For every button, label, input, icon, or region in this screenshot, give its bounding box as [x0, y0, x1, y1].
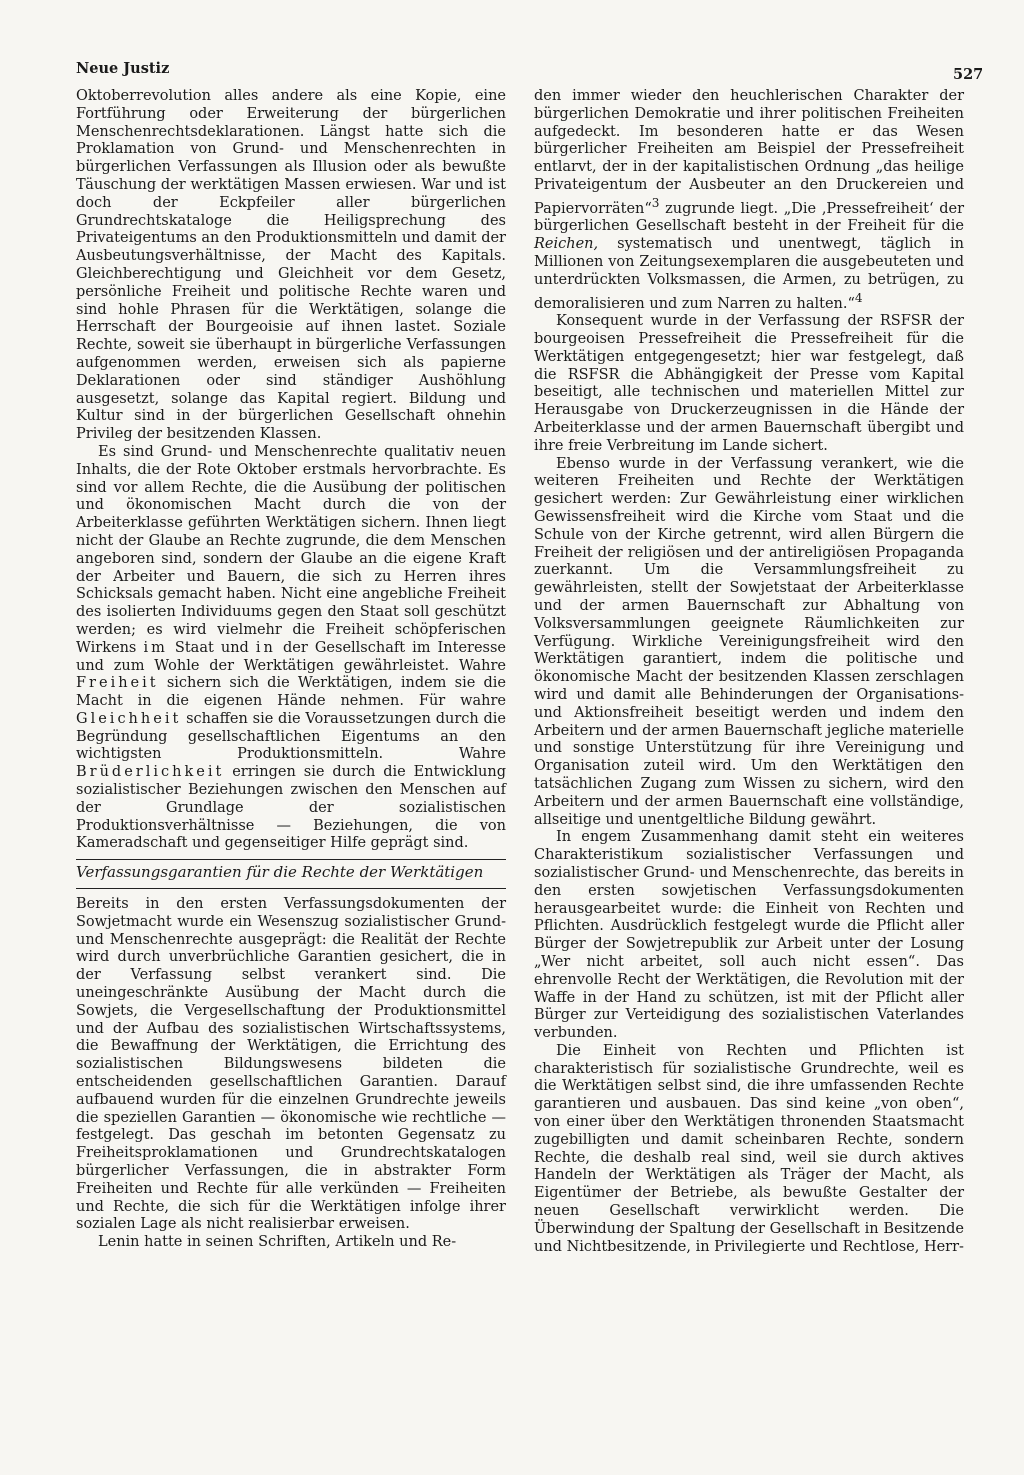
paragraph: Oktoberrevolution alles andere als eine Kopie, eine Fortführung oder Erweiterung der bürgerlichen Menschenrechtsdeklarationen. Längst hatte sich die Proklamation von Grund- und Menschenrechten in bürgerlichen Verfassungen als Illusion oder als bewußte Täuschung der werktätigen Massen erwiesen. War und ist doch der Eckpfeiler aller bürgerlichen Grundrechtskataloge die Heiligsprechung des Privateigentums an den Produktionsmitteln und damit der Ausbeutungsverhältnisse, der Macht des Kapitals. Gleichberechtigung und Gleichheit vor dem Gesetz, persönliche Freiheit und politische Rechte waren und sind hohle Phrasen für die Werktätigen, solange die Herrschaft der Bourgeoisie auf ihnen lastet. Soziale Rechte, soweit sie überhaupt in bürgerliche Verfassungen aufgenommen werden, erweisen sich als papierne Deklarationen oder sind ständiger Aushöhlung ausgesetzt, solange das Kapital regiert. Bildung und Kultur sind in der bürgerlichen Gesellschaft ohnehin Privileg der besitzenden Klassen.	[76, 88, 506, 443]
text-run: erringen sie durch die Entwicklung sozialistischer Beziehungen zwischen den Menschen auf der Grundlage der sozialistischen Produktionsverhältnisse — Beziehungen, die von Kameradschaft und gegenseitiger Hilfe geprägt sind.	[76, 764, 506, 852]
footnote-ref: 4	[854, 290, 863, 305]
text-run: systematisch und unentwegt, täglich in Millionen von Zeitungsexemplaren die ausgebeuteten und unterdrückten Volksmassen, die Armen, zu betrügen, zu demoralisieren und zum Narren zu halten.“	[534, 236, 964, 312]
paragraph: Bereits in den ersten Verfassungsdokumenten der Sowjetmacht wurde ein Wesenszug sozialistischer Grund- und Menschenrechte ausgeprägt: die Realität der Rechte wird durch unverbrüchliche Garantien gesichert, die in der Verfassung selbst verankert sind. Die uneingeschränkte Ausübung der Macht durch die Sowjets, die Vergesellschaftung der Produktionsmittel und der Aufbau des sozialistischen Wirtschaftssystems, die Bewaffnung der Werktätigen, die Errichtung des sozialistischen Bildungswesens bildeten die entscheidenden gesellschaftlichen Garantien. Darauf aufbauend wurden für die einzelnen Grundrechte jeweils die speziellen Garantien — ökonomische wie rechtliche — festgelegt. Das geschah im betonten Gegensatz zu Freiheitsproklamationen und Grundrechtskatalogen bürgerlicher Verfassungen, die in abstrakter Form Freiheiten und Rechte für alle verkünden — Freiheiten und Rechte, die sich für die Werktätigen infolge ihrer sozialen Lage als nicht realisierbar erweisen.	[76, 896, 506, 1233]
text-run: sichern sich die Werktätigen, indem sie die Macht in die eigenen Hände nehmen. Für wahre	[76, 675, 507, 710]
text-run: der Gesellschaft im Interesse und zum Wohle der Werktätigen gewährleistet. Wahre	[76, 639, 507, 674]
spaced-emphasis: Brüderlichkeit	[76, 764, 225, 781]
section-heading: Verfassungsgarantien für die Rechte der Werktätigen	[76, 863, 484, 882]
text-run: zugrunde liegt. „Die ‚Pressefreiheit‘ der bürgerlichen Gesellschaft besteht in der Freiheit für die	[534, 200, 965, 235]
section-rule-bottom	[76, 888, 506, 889]
section-rule-top	[76, 859, 506, 860]
right-column	[534, 88, 964, 1256]
running-head: Neue Justiz	[76, 60, 170, 77]
paragraph: Konsequent wurde in der Verfassung der RSFSR der bourgeoisen Pressefreiheit die Pressefreiheit für die Werktätigen entgegengesetzt; hier war festgelegt, daß die RSFSR die Abhängigkeit der Presse vom Kapital beseitigt, alle technischen und materiellen Mittel zur Herausgabe von Druckerzeugnissen in die Hände der Arbeiterklasse und der armen Bauernschaft übergibt und ihre freie Verbreitung im Lande sichert.	[534, 313, 964, 454]
spaced-emphasis: im	[143, 639, 168, 656]
italic-emphasis: Reichen,	[534, 236, 599, 253]
paragraph	[534, 88, 964, 313]
text-run: Es sind Grund- und Menschenrechte qualitativ neuen Inhalts, die der Rote Oktober erstmals hervorbrachte. Es sind vor allem Rechte, die die Ausübung der politischen und ökonomischen Macht durch die von der Arbeiterklasse geführten Werktätigen sichern. Ihnen liegt nicht der Glaube an Rechte zugrunde, die dem Menschen angeboren sind, sondern der Glaube an die eigene Kraft der Arbeiter und Bauern, die sich zu Herren ihres Schicksals gemacht haben. Nicht eine angebliche Freiheit des isolierten Individuums gegen den Staat soll geschützt werden; es wird vielmehr die Freiheit schöpferischen Wirkens	[76, 443, 506, 656]
spaced-emphasis: Freiheit	[76, 675, 159, 692]
paragraph: Die Einheit von Rechten und Pflichten ist charakteristisch für sozialistische Grundrechte, weil es die Werktätigen selbst sind, die ihre umfassenden Rechte garantieren und ausbauen. Das sind keine „von oben“, von einer über den Werktätigen thronenden Staatsmacht zugebilligten und damit scheinbaren Rechte, sondern Rechte, die deshalb real sind, weil sie durch aktives Handeln der Werktätigen als Träger der Macht, als Eigentümer der Betriebe, als bewußte Gestalter der neuen Gesellschaft verwirklicht werden. Die Überwindung der Spaltung der Gesellschaft in Besitzende und Nichtbesitzende, in Privilegierte und Rechtlose, Herr-	[534, 1042, 964, 1255]
paragraph: In engem Zusammenhang damit steht ein weiteres Charakteristikum sozialistischer Verfassungen und sozialistischer Grund- und Menschenrechte, das bereits in den ersten sowjetischen Verfassungsdokumenten herausgearbeitet wurde: die Einheit von Rechten und Pflichten. Ausdrücklich festgelegt wurde die Pflicht aller Bürger der Sowjetrepublik zur Arbeit unter der Losung „Wer nicht arbeitet, soll auch nicht essen“. Das ehrenvolle Recht der Werktätigen, die Revolution mit der Waffe in der Hand zu schützen, ist mit der Pflicht aller Bürger zur Verteidigung des sozialistischen Vaterlandes verbunden.	[534, 829, 964, 1042]
page-number: 527	[953, 66, 984, 83]
spaced-emphasis: in	[255, 639, 276, 656]
text-run: Staat und	[174, 639, 249, 656]
paragraph: Lenin hatte in seinen Schriften, Artikeln und Re-	[98, 1234, 457, 1251]
left-column	[76, 88, 506, 1252]
text-run: den immer wieder den heuchlerischen Charakter der bürgerlichen Demokratie und ihrer politischen Freiheiten aufgedeckt. Im besonderen hatte er das Wesen bürgerlicher Freiheiten am Beispiel der Pressefreiheit entlarvt, der in der kapitalistischen Ordnung „das heilige Privateigentum der Ausbeuter an den Druckereien und Papiervorräten“	[534, 88, 964, 217]
paragraph	[76, 444, 506, 853]
paragraph: Ebenso wurde in der Verfassung verankert, wie die weiteren Freiheiten und Rechte der Werktätigen gesichert werden: Zur Gewährleistung einer wirklichen Gewissensfreiheit wird die Kirche vom Staat und die Schule von der Kirche getrennt, wird allen Bürgern die Freiheit der religiösen und der antireligiösen Propaganda zuerkannt. Um die Versammlungsfreiheit zu gewährleisten, stellt der Sowjetstaat der Arbeiterklasse und der armen Bauernschaft zur Abhaltung von Volksversammlungen geeignete Räumlichkeiten zur Verfügung. Wirkliche Vereinigungsfreiheit wird den Werktätigen garantiert, indem die politische und ökonomische Macht der besitzenden Klassen zerschlagen wird und damit alle Behinderungen der Organisations- und Aktionsfreiheit beseitigt werden und indem den Arbeitern und der armen Bauernschaft jegliche materielle und sonstige Unterstützung für ihre Vereinigung und Organisation zuteil wird. Um den Werktätigen den tatsächlichen Zugang zum Wissen zu sichern, wird den Arbeitern und der armen Bauernschaft eine vollständige, allseitige und unentgeltliche Bildung gewährt.	[534, 455, 964, 828]
text-run: schaffen sie die Voraussetzungen durch die Begründung gesellschaftlichen Eigentums an den wichtigsten Produktionsmitteln. Wahre	[76, 710, 507, 763]
footnote-ref: 3	[651, 195, 660, 210]
spaced-emphasis: Gleichheit	[76, 710, 182, 727]
